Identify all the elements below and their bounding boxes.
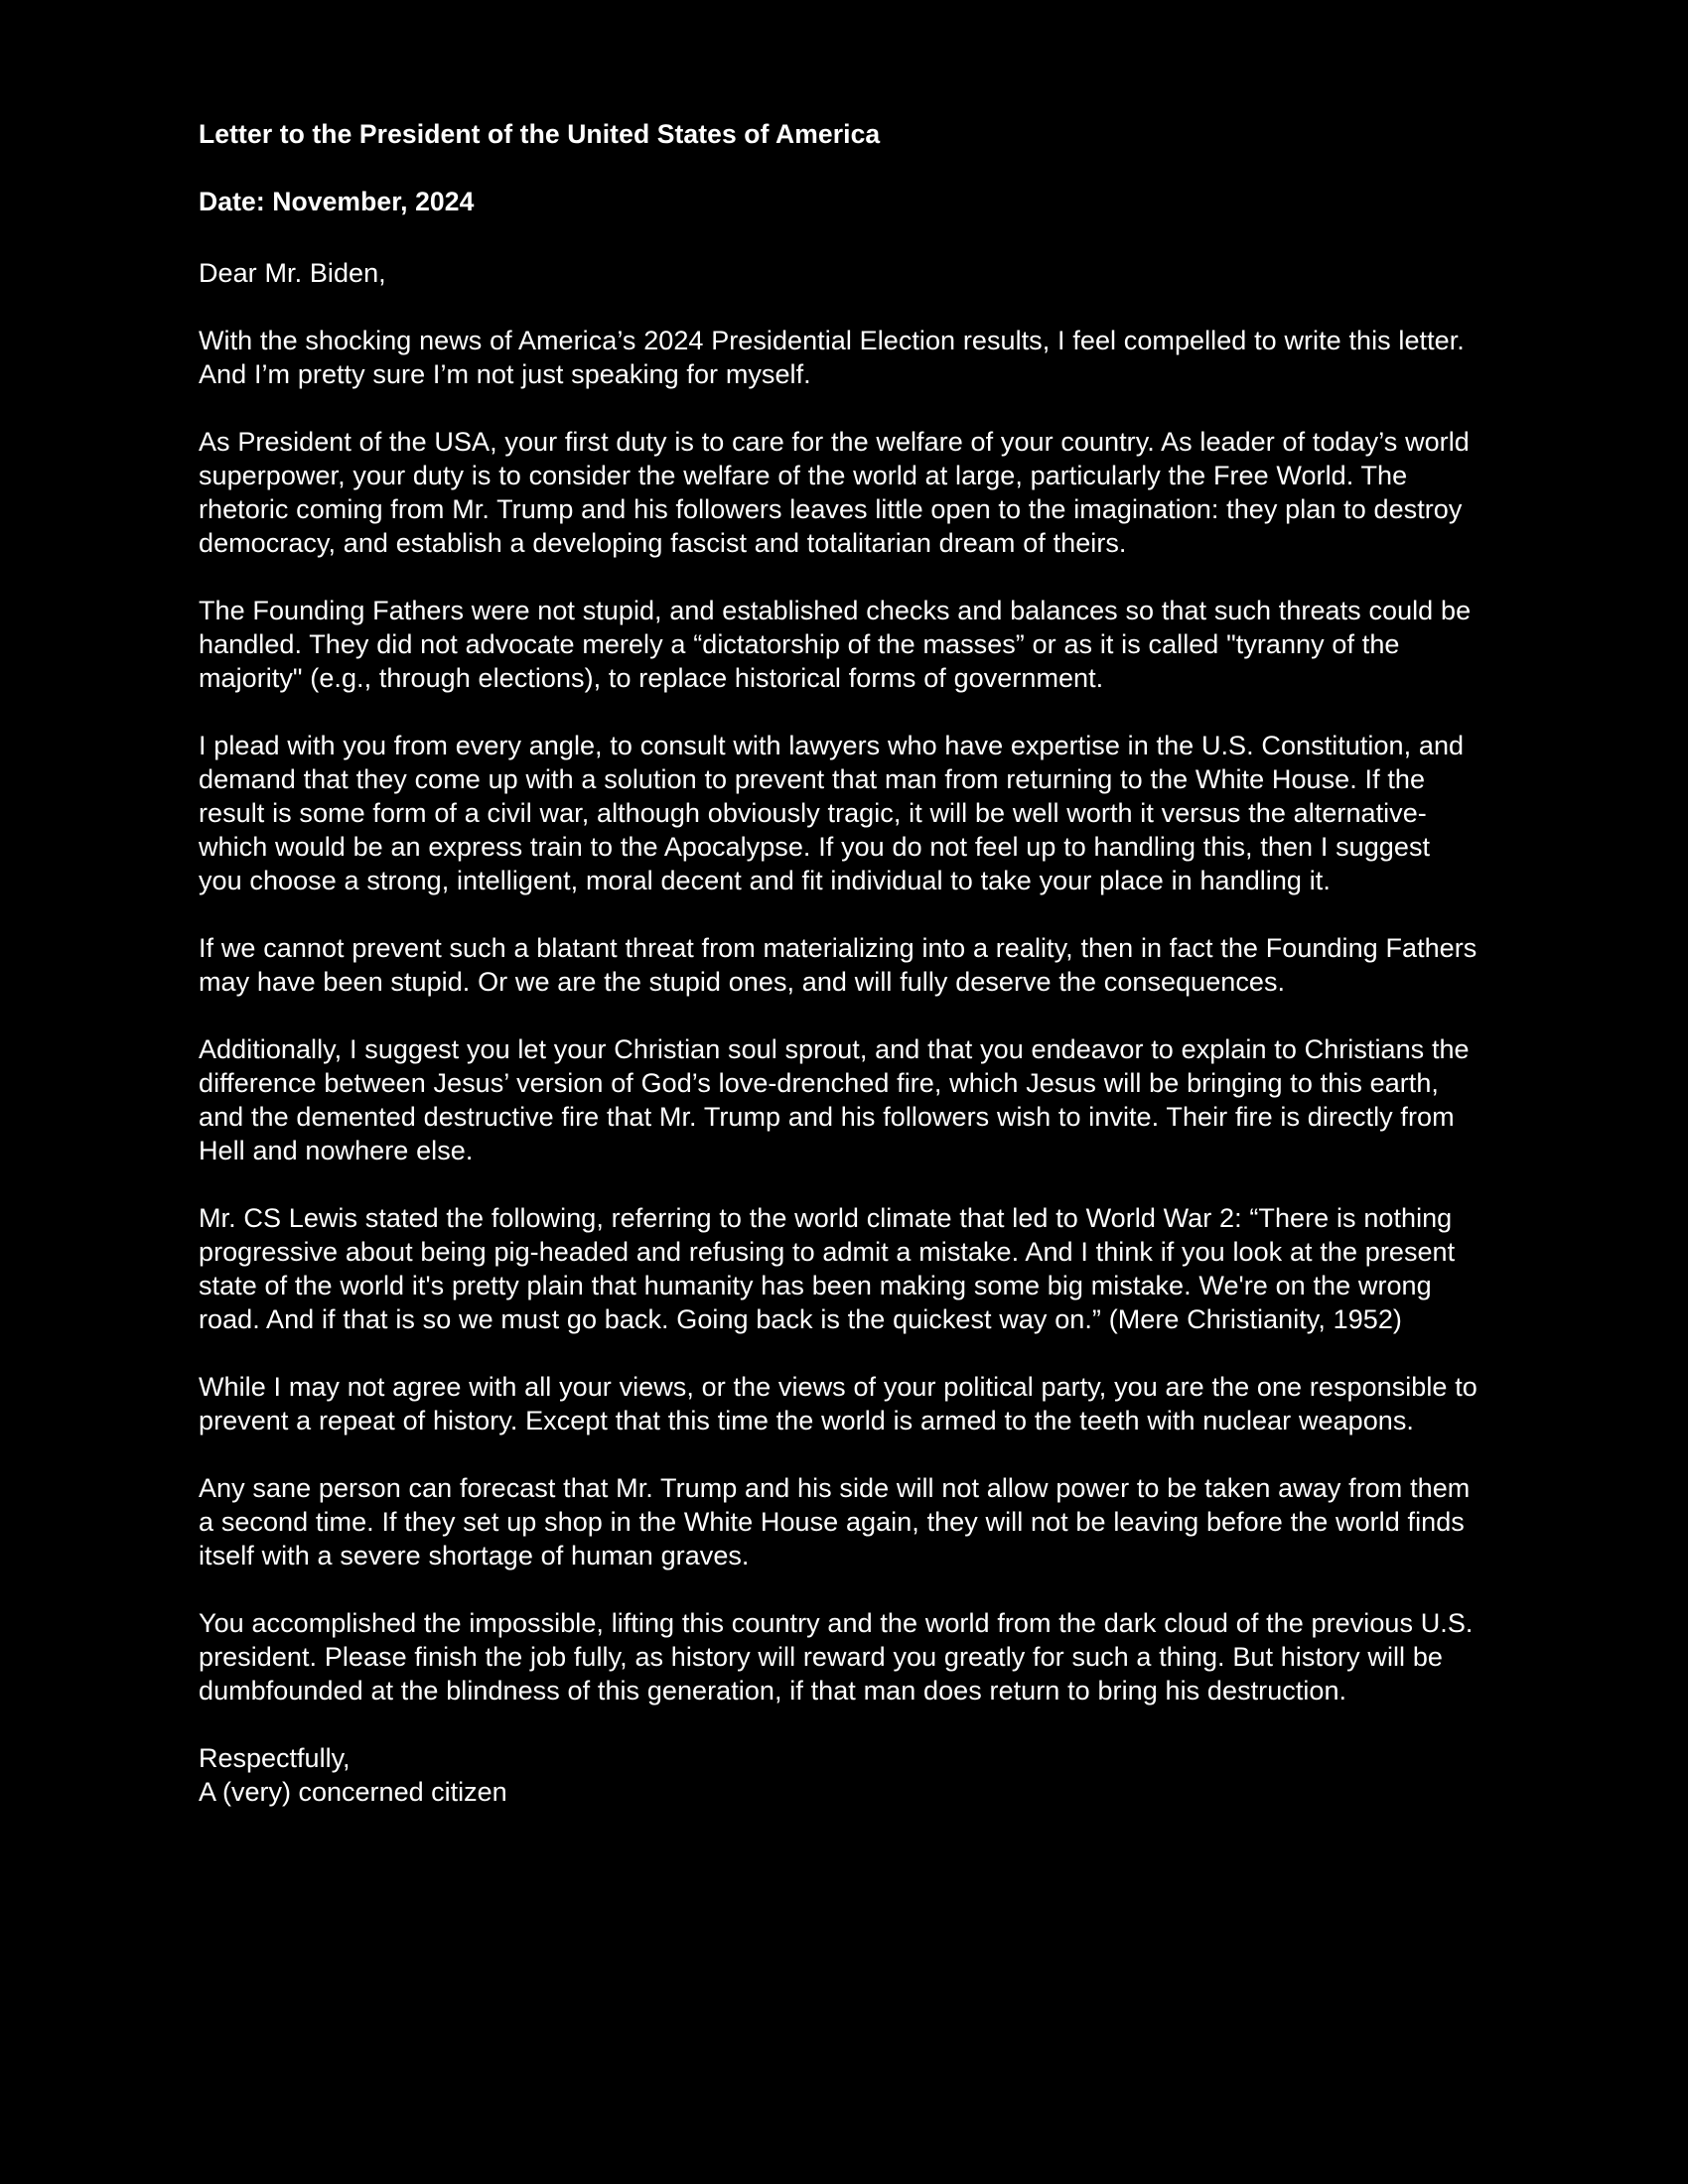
paragraph-8: While I may not agree with all your views, or the views of your political party, you are the one responsible to prevent a repeat of history. Except that this time the world is armed to the teeth with nuclear weapons. [199,1372,1477,1435]
paragraph-4: I plead with you from every angle, to consult with lawyers who have expertise in the U.S. Constitution, and demand that they come up with a solution to prevent that man from returning to the White House. If the result is some form of a civil war, although obviously tragic, it will be well worth it versus the alternative- which would be an express train to the Apocalypse. If you do not feel up to handling this, then I suggest you choose a strong, intelligent, moral decent and fit individual to take your place in handling it. [199,731,1465,895]
paragraph-1: With the shocking news of America’s 2024 Presidential Election results, I feel compelled to write this letter. And I’m pretty sure I’m not just speaking for myself. [199,326,1465,389]
letter-body [199,117,1479,1809]
paragraph-5: If we cannot prevent such a blatant threat from materializing into a reality, then in fact the Founding Fathers may have been stupid. Or we are the stupid ones, and will fully deserve the consequences. [199,933,1477,997]
salutation: Dear Mr. Biden, [199,258,386,288]
paragraph-6: Additionally, I suggest you let your Christian soul sprout, and that you endeavor to explain to Christians the difference between Jesus’ version of God’s love-drenched fire, which Jesus will be bringing to this earth, and the demented destructive fire that Mr. Trump and his followers wish to invite. Their fire is directly from Hell and nowhere else. [199,1034,1470,1165]
paragraph-3: The Founding Fathers were not stupid, and established checks and balances so that such threats could be handled. They did not advocate merely a “dictatorship of the masses” or as it is called "tyranny of the majority" (e.g., through elections), to replace historical forms of government. [199,596,1472,693]
valediction: Respectfully, [199,1743,351,1773]
closing-block [199,1741,1479,1809]
paragraph-2: As President of the USA, your first duty is to care for the welfare of your country. As leader of today’s world superpower, your duty is to consider the welfare of the world at large, particularly the Free World. The rhetoric coming from Mr. Trump and his followers leaves little open to the imagination: they plan to destroy democracy, and establish a developing fascist and totalitarian dream of theirs. [199,427,1470,558]
document-date: Date: November, 2024 [199,187,475,216]
signature-line: A (very) concerned citizen [199,1777,507,1807]
document-title: Letter to the President of the United States of America [199,119,881,149]
paragraph-9: Any sane person can forecast that Mr. Trump and his side will not allow power to be taken away from them a second time. If they set up shop in the White House again, they will not be leaving before the world finds itself with a severe shortage of human graves. [199,1473,1471,1570]
paragraph-7-cs-lewis-quote: Mr. CS Lewis stated the following, referring to the world climate that led to World War 2: “There is nothing progressive about being pig-headed and refusing to admit a mistake. And I think if you look at the present state of the world it's pretty plain that humanity has been making some big mistake. We're on the wrong road. And if that is so we must go back. Going back is the quickest way on.” (Mere Christianity, 1952) [199,1203,1456,1334]
paragraph-10: You accomplished the impossible, lifting this country and the world from the dark cloud of the previous U.S. president. Please finish the job fully, as history will reward you greatly for such a thing. But history will be dumbfounded at the blindness of this generation, if that man does return to bring his destruction. [199,1608,1474,1706]
